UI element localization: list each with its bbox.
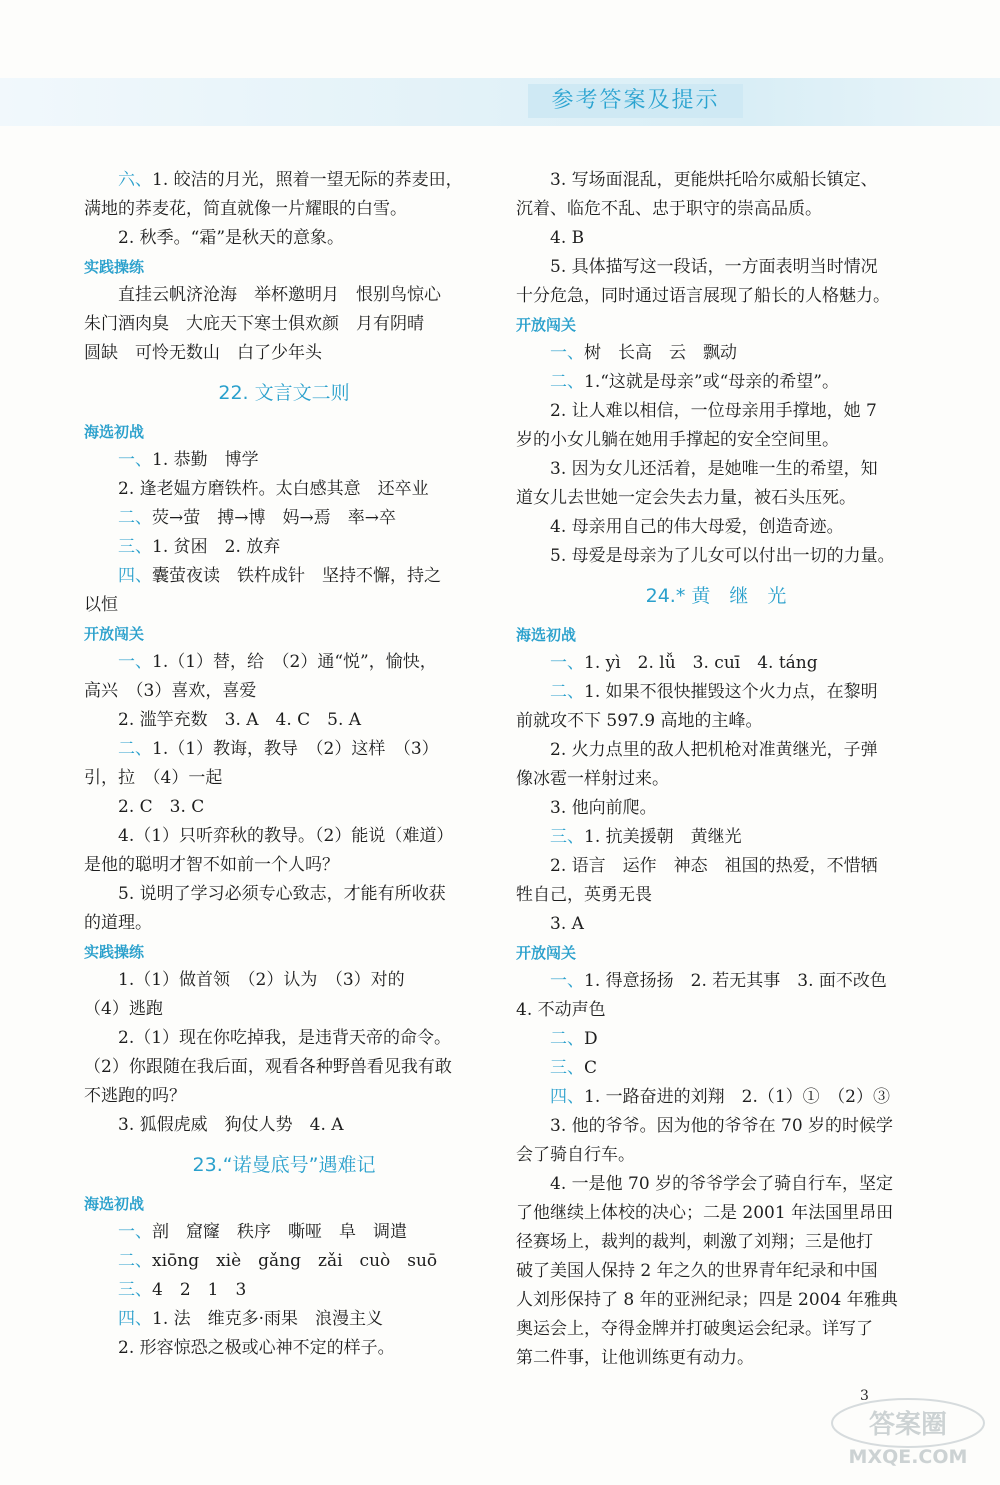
section-heading: 开放闯关 (516, 944, 577, 962)
answer-text: 2. 滥竽充数 3. A 4. C 5. A (118, 710, 362, 730)
answer-text: 1.（1）做首领 （2）认为 （3）对的 (118, 970, 405, 990)
answer-line (516, 224, 916, 253)
answer-text: 奥运会上，夺得金牌并打破奥运会纪录。详写了 (516, 1319, 873, 1339)
page-header-title: 参考答案及提示 (528, 84, 743, 118)
answer-line (516, 1025, 916, 1054)
answer-line (516, 195, 916, 224)
answer-line (516, 736, 916, 765)
question-marker: 一、 (550, 653, 584, 673)
answer-text: 十分危急，同时通过语言展现了船长的人格魅力。 (516, 286, 890, 306)
chapter-title: 24.* 黄 继 光 (645, 585, 787, 607)
answer-line (84, 1218, 484, 1247)
answer-text: 朱门酒肉臭 大庇天下寒士俱欢颜 月有阴晴 (84, 314, 424, 334)
answer-text: D (584, 1029, 598, 1049)
question-marker: 四、 (118, 1309, 152, 1329)
answer-text: 2. 火力点里的敌人把机枪对准黄继光，子弹 (550, 740, 878, 760)
answer-text: 2. C 3. C (118, 797, 205, 817)
answer-line (84, 339, 484, 368)
answer-line (516, 1199, 916, 1228)
answer-line (84, 224, 484, 253)
section-heading: 海选初战 (84, 1195, 145, 1213)
answer-line (84, 735, 484, 764)
answer-text: 沉着、临危不乱、忠于职守的崇高品质。 (516, 199, 822, 219)
answer-line (516, 967, 916, 996)
answer-line (84, 1276, 484, 1305)
answer-text: 1.（1）替，给 （2）通“悦”，愉快， (152, 652, 437, 672)
answer-line (84, 533, 484, 562)
answer-line (516, 649, 916, 678)
question-marker: 二、 (550, 682, 584, 702)
answer-text: 4. B (550, 228, 585, 248)
answer-line (84, 1247, 484, 1276)
question-marker: 三、 (118, 537, 152, 557)
answer-line (84, 475, 484, 504)
answer-text: 1. 贫困 2. 放弃 (152, 537, 281, 557)
answer-line (516, 1344, 916, 1373)
answer-text: C (584, 1058, 598, 1078)
answer-line (84, 706, 484, 735)
answer-text: 1. 法 维克多·雨果 浪漫主义 (152, 1309, 384, 1329)
answer-text: 道女儿去世她一定会失去力量，被石头压死。 (516, 488, 856, 508)
answer-line (516, 1228, 916, 1257)
answer-text: 径赛场上，裁判的裁判，刺激了刘翔；三是他打 (516, 1232, 873, 1252)
answer-text: 直挂云帆济沧海 举杯邀明月 恨别鸟惊心 (118, 285, 441, 305)
answer-text: 会了骑自行车。 (516, 1145, 635, 1165)
answer-text: 人刘彤保持了 8 年的亚洲纪录；四是 2004 年雅典 (516, 1290, 898, 1310)
answer-line (84, 446, 484, 475)
answer-text: 2. 语言 运作 神态 祖国的热爱，不惜牺 (550, 856, 878, 876)
answer-line (84, 166, 484, 195)
question-marker: 二、 (118, 1251, 152, 1271)
answer-text: 囊萤夜读 铁杵成针 坚持不懈，持之 (152, 566, 441, 586)
question-marker: 三、 (550, 1058, 584, 1078)
question-marker: 一、 (118, 652, 152, 672)
answer-text: 2. 秋季。“霜”是秋天的意象。 (118, 228, 345, 248)
answer-text: 2. 形容惊恐之极或心神不定的样子。 (118, 1338, 395, 1358)
answer-line (84, 909, 484, 938)
answer-line (516, 542, 916, 571)
right-column (516, 166, 916, 1373)
answer-text: 剖 窟窿 秩序 嘶哑 阜 调遣 (152, 1222, 407, 1242)
answer-text: 的道理。 (84, 913, 152, 933)
answer-text: 了他继续上体校的决心；二是 2001 年法国里昂田 (516, 1203, 894, 1223)
answer-line (84, 1305, 484, 1334)
answer-text: 4. 不动声色 (516, 1000, 606, 1020)
answer-text: 1. 如果不很快摧毁这个火力点，在黎明 (584, 682, 878, 702)
answer-line (516, 1286, 916, 1315)
answer-line (516, 794, 916, 823)
answer-line (84, 1024, 484, 1053)
question-marker: 二、 (118, 739, 152, 759)
answer-text: （4）逃跑 (84, 999, 163, 1019)
answer-text: 1. 得意扬扬 2. 若无其事 3. 面不改色 (584, 971, 887, 991)
answer-text: 是他的聪明才智不如前一个人吗？ (84, 855, 339, 875)
answer-line (516, 823, 916, 852)
answer-line (516, 910, 916, 939)
answer-line (516, 166, 916, 195)
answer-text: 引，拉 （4）一起 (84, 768, 223, 788)
answer-line (84, 1334, 484, 1363)
answer-line (84, 966, 484, 995)
section-heading: 开放闯关 (84, 625, 145, 643)
answer-line (84, 1111, 484, 1140)
question-marker: 四、 (550, 1087, 584, 1107)
answer-text: 1. 恭勤 博学 (152, 450, 259, 470)
answer-text: 1. 皎洁的月光，照着一望无际的荞麦田， (152, 170, 463, 190)
answer-text: 高兴 （3）喜欢，喜爱 (84, 681, 257, 701)
question-marker: 二、 (550, 372, 584, 392)
svg-text:答案圈: 答案圈 (868, 1410, 948, 1440)
answer-line (84, 764, 484, 793)
answer-text: 3. A (550, 914, 584, 934)
answer-line (516, 1112, 916, 1141)
answer-line (516, 707, 916, 736)
answer-text: 1. 一路奋进的刘翔 2.（1）① （2）③ (584, 1087, 890, 1107)
answer-text: 1. 抗美援朝 黄继光 (584, 827, 742, 847)
answer-text: 像冰雹一样射过来。 (516, 769, 669, 789)
answer-text: 5. 母爱是母亲为了儿女可以付出一切的力量。 (550, 546, 895, 566)
question-marker: 一、 (550, 343, 584, 363)
header-band (0, 78, 1000, 126)
answer-line (516, 339, 916, 368)
answer-text: 4 2 1 3 (152, 1280, 247, 1300)
answer-line (84, 677, 484, 706)
answer-text: 4. 母亲用自己的伟大母爱，创造奇迹。 (550, 517, 844, 537)
answer-line (516, 1257, 916, 1286)
chapter-title: 23.“诺曼底号”遇难记 (192, 1154, 376, 1176)
answer-text: 满地的荞麦花，简直就像一片耀眼的白雪。 (84, 199, 407, 219)
question-marker: 六、 (118, 170, 152, 190)
answer-line (516, 282, 916, 311)
answer-text: 4. 一是他 70 岁的爷爷学会了骑自行车，坚定 (550, 1174, 894, 1194)
answer-text: 1.（1）教诲，教导 （2）这样 （3） (152, 739, 439, 759)
answer-text: 不逃跑的吗？ (84, 1086, 186, 1106)
answer-line (84, 822, 484, 851)
answer-text: 第二件事，让他训练更有动力。 (516, 1348, 754, 1368)
answer-line (84, 1053, 484, 1082)
question-marker: 二、 (550, 1029, 584, 1049)
answer-line (84, 880, 484, 909)
answer-text: 树 长高 云 飘动 (584, 343, 737, 363)
answer-text: 2. 逢老媪方磨铁杵。太白感其意 还卒业 (118, 479, 429, 499)
answer-line (516, 852, 916, 881)
answer-line (516, 455, 916, 484)
answer-text: 2. 让人难以相信，一位母亲用手撑地，她 7 (550, 401, 877, 421)
answer-text: 3. 狐假虎威 狗仗人势 4. A (118, 1115, 344, 1135)
answer-text: 5. 说明了学习必须专心致志，才能有所收获 (118, 884, 446, 904)
answer-line (84, 504, 484, 533)
answer-text: （2）你跟随在我后面，观看各种野兽看见我有敢 (84, 1057, 452, 1077)
answer-line (516, 1141, 916, 1170)
answer-line (84, 1082, 484, 1111)
answer-line (516, 426, 916, 455)
answer-line (84, 591, 484, 620)
svg-text:MXQE.COM: MXQE.COM (848, 1446, 968, 1468)
section-heading: 海选初战 (516, 626, 577, 644)
answer-line (84, 310, 484, 339)
answer-line (516, 1315, 916, 1344)
question-marker: 三、 (118, 1280, 152, 1300)
section-heading: 实践操练 (84, 258, 145, 276)
answer-text: 以恒 (84, 595, 118, 615)
answer-text: 牲自己，英勇无畏 (516, 885, 652, 905)
answer-line (516, 765, 916, 794)
answer-line (84, 562, 484, 591)
answer-line (516, 1054, 916, 1083)
answer-line (516, 368, 916, 397)
answer-line (84, 648, 484, 677)
answer-line (516, 513, 916, 542)
answer-line (516, 1170, 916, 1199)
question-marker: 四、 (118, 566, 152, 586)
question-marker: 三、 (550, 827, 584, 847)
answer-text: 前就攻不下 597.9 高地的主峰。 (516, 711, 763, 731)
left-column (84, 166, 484, 1363)
answer-text: 1.“这就是母亲”或“母亲的希望”。 (584, 372, 839, 392)
answer-text: 2.（1）现在你吃掉我，是违背天帝的命令。 (118, 1028, 452, 1048)
chapter-title: 22. 文言文二则 (218, 382, 350, 404)
question-marker: 一、 (118, 1222, 152, 1242)
answer-line (516, 1083, 916, 1112)
answer-line (84, 281, 484, 310)
page-number: 3 (860, 1388, 869, 1404)
section-heading: 海选初战 (84, 423, 145, 441)
question-marker: 一、 (550, 971, 584, 991)
watermark-logo (828, 1395, 988, 1470)
answer-text: 5. 具体描写这一段话，一方面表明当时情况 (550, 257, 878, 277)
answer-text: 破了美国人保持 2 年之久的世界青年纪录和中国 (516, 1261, 878, 1281)
answer-text: 3. 他的爷爷。因为他的爷爷在 70 岁的时候学 (550, 1116, 894, 1136)
answer-line (516, 484, 916, 513)
answer-text: 岁的小女儿躺在她用手撑起的安全空间里。 (516, 430, 839, 450)
answer-text: 1. yì 2. lǚ 3. cuī 4. táng (584, 653, 818, 673)
answer-text: 3. 他向前爬。 (550, 798, 657, 818)
answer-line (84, 195, 484, 224)
answer-text: xiōng xiè gǎng zǎi cuò suō (152, 1251, 438, 1271)
answer-line (516, 881, 916, 910)
answer-line (84, 995, 484, 1024)
answer-line (516, 253, 916, 282)
section-heading: 实践操练 (84, 943, 145, 961)
answer-text: 圆缺 可怜无数山 白了少年头 (84, 343, 322, 363)
answer-line (84, 793, 484, 822)
answer-line (516, 397, 916, 426)
answer-text: 4.（1）只听弈秋的教导。（2）能说（难道） (118, 826, 454, 846)
question-marker: 一、 (118, 450, 152, 470)
answer-line (516, 678, 916, 707)
section-heading: 开放闯关 (516, 316, 577, 334)
answer-text: 荧→萤 搏→博 妈→焉 率→卒 (152, 508, 396, 528)
answer-line (516, 996, 916, 1025)
answer-text: 3. 因为女儿还活着，是她唯一生的希望，知 (550, 459, 878, 479)
question-marker: 二、 (118, 508, 152, 528)
answer-line (84, 851, 484, 880)
answer-text: 3. 写场面混乱，更能烘托哈尔威船长镇定、 (550, 170, 878, 190)
